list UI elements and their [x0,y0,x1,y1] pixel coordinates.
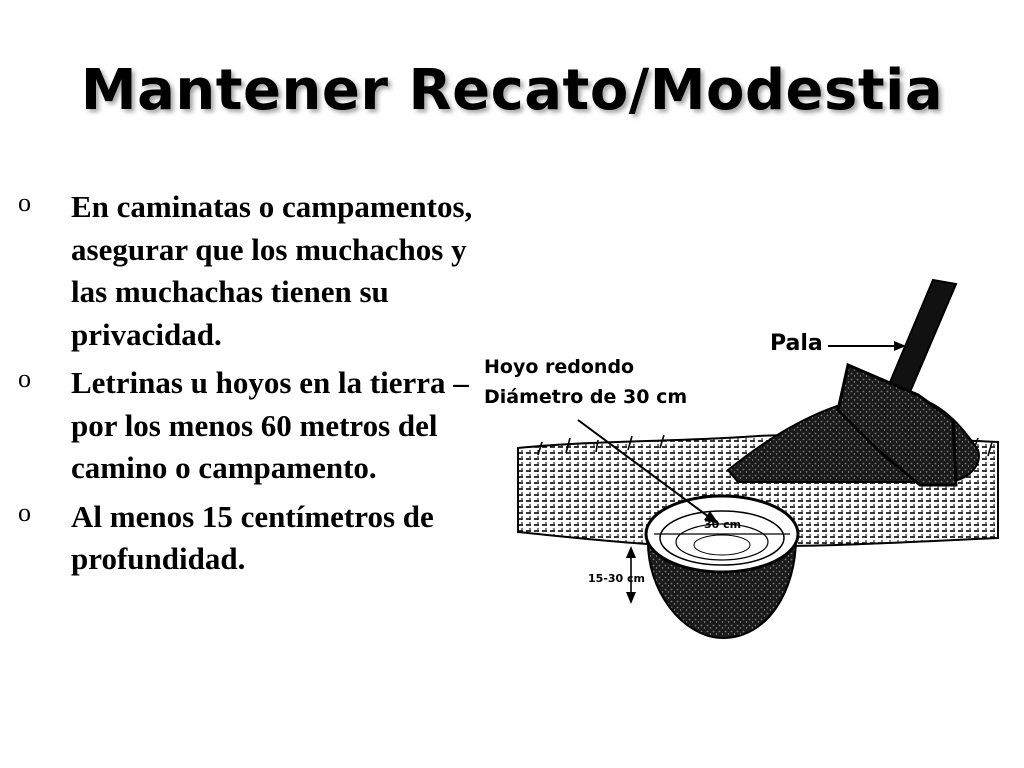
list-item [18,186,498,356]
depth-label: 15-30 cm [588,572,645,585]
hole-label-line2: Diámetro de 30 cm [484,386,688,408]
bullet-text-depth: Al menos 15 centímetros de profundidad. [71,498,434,576]
latrine-hole-illustration [478,270,1008,660]
shovel-label: Pala [770,331,823,356]
diameter-label: 30 cm [704,518,742,531]
bullet-marker: o [18,364,31,393]
hole-label-line1: Hoyo redondo [484,356,635,378]
slide-title: Mantener Recato/Modestia [80,58,944,123]
list-item [18,496,498,581]
bullet-marker: o [18,497,31,527]
bullet-list [18,186,498,587]
list-item [18,362,498,490]
bullet-text-privacy: En caminatas o campamentos, asegurar que los muchachos y las muchachas tienen su privacidad. [71,189,473,352]
bullet-text-latrines: Letrinas u hoyos en la tierra – por los menos 60 metros del camino o campamento. [71,365,469,485]
bullet-marker: o [18,188,31,217]
